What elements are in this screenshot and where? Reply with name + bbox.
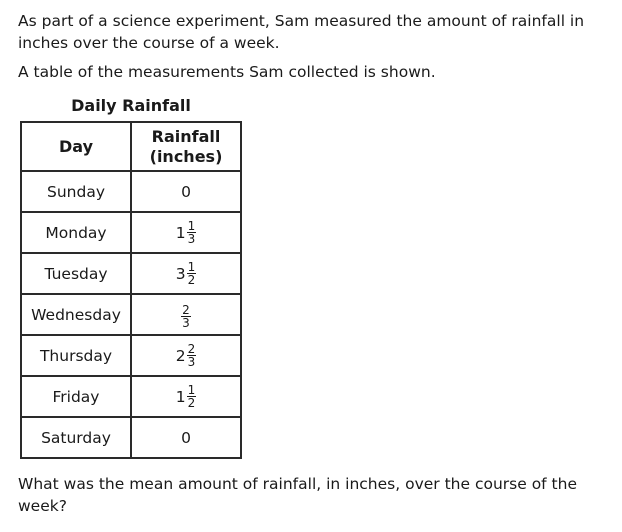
day-cell: Tuesday: [21, 253, 131, 294]
table-row: [21, 376, 241, 417]
rainfall-cell: [131, 212, 241, 253]
fraction-numerator: 1: [187, 260, 196, 274]
rainfall-cell: [131, 335, 241, 376]
table-row: [21, 335, 241, 376]
day-cell: Monday: [21, 212, 131, 253]
fraction-denominator: 3: [182, 316, 190, 330]
table-row: [21, 171, 241, 212]
fraction-numerator: 1: [187, 383, 196, 397]
fraction: [187, 261, 197, 286]
whole-number: 2: [175, 346, 186, 365]
intro-paragraph: As part of a science experiment, Sam measured the amount of rainfall in inches over the course of a week.: [18, 12, 585, 52]
day-cell: Sunday: [21, 171, 131, 212]
rainfall-value: [176, 220, 197, 245]
header-rainfall-label: Rainfall (inches): [149, 126, 223, 166]
table-row: [21, 294, 241, 335]
table-header-row: [21, 122, 241, 171]
whole-number: 1: [175, 223, 186, 242]
day-cell: Friday: [21, 376, 131, 417]
fraction: [181, 304, 191, 329]
table-row: [21, 417, 241, 458]
table-intro-paragraph: A table of the measurements Sam collected is shown.: [18, 63, 436, 81]
rainfall-cell: [131, 294, 241, 335]
rainfall-value: [176, 384, 197, 409]
fraction-numerator: 2: [182, 303, 190, 317]
rainfall-cell: [131, 417, 241, 458]
header-day: Day: [21, 122, 131, 171]
header-rainfall: [131, 122, 241, 171]
fraction-numerator: 2: [187, 342, 196, 356]
rainfall-value: [181, 304, 191, 329]
rainfall-value: [176, 343, 197, 368]
fraction-denominator: 2: [187, 273, 196, 287]
fraction-denominator: 3: [187, 355, 196, 369]
fraction-numerator: 1: [187, 219, 196, 233]
whole-number: 0: [181, 428, 191, 447]
rainfall-cell: [131, 253, 241, 294]
rainfall-value: [176, 261, 197, 286]
whole-number: 1: [175, 387, 186, 406]
fraction: [187, 343, 197, 368]
whole-number: 3: [175, 264, 186, 283]
table-title: Daily Rainfall: [71, 96, 191, 115]
day-cell: Wednesday: [21, 294, 131, 335]
fraction-denominator: 2: [187, 396, 196, 410]
table-row: [21, 212, 241, 253]
rainfall-value: [181, 429, 191, 447]
day-cell: Saturday: [21, 417, 131, 458]
rainfall-cell: [131, 376, 241, 417]
day-cell: Thursday: [21, 335, 131, 376]
fraction: [187, 220, 197, 245]
whole-number: 0: [181, 182, 191, 201]
table-body: [21, 171, 241, 458]
fraction-denominator: 3: [187, 232, 196, 246]
question-paragraph: What was the mean amount of rainfall, in inches, over the course of the week?: [18, 475, 577, 515]
rainfall-table: [20, 121, 242, 459]
rainfall-cell: [131, 171, 241, 212]
fraction: [187, 384, 197, 409]
rainfall-value: [181, 183, 191, 201]
table-row: [21, 253, 241, 294]
